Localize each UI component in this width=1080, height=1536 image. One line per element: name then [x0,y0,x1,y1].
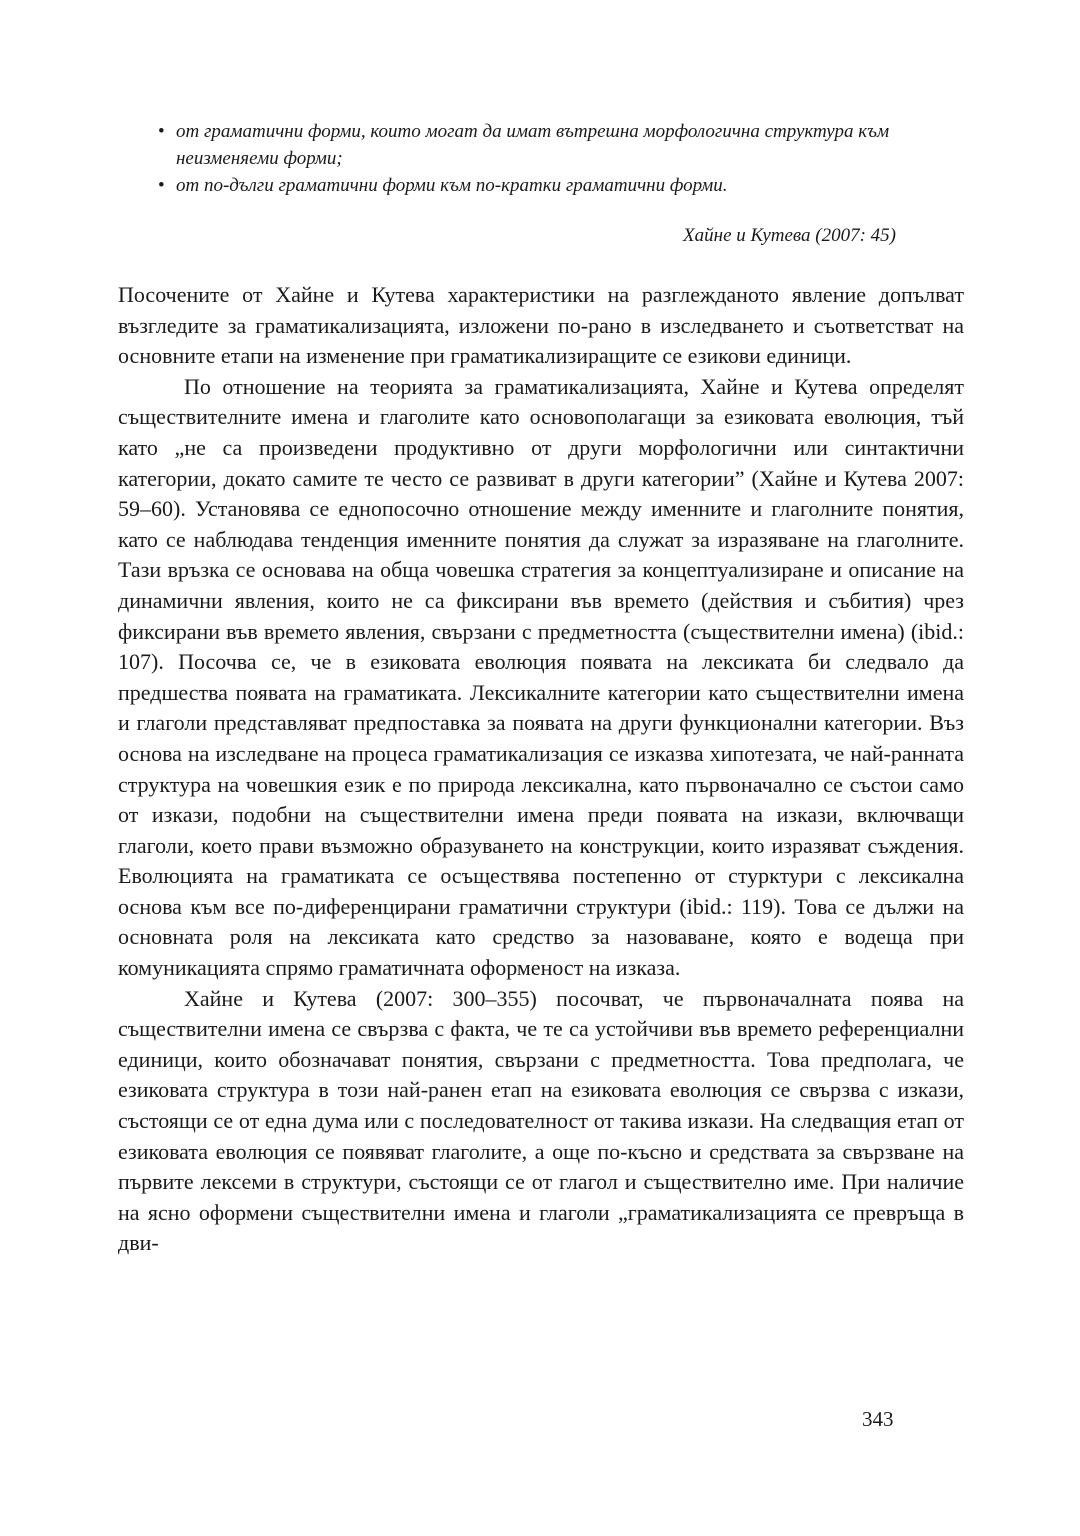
paragraph: Хайне и Кутева (2007: 300–355) посочват, че първоначалната поява на съществителни имена се свързва с факта, че те са устойчиви във времето референциални единици, които обозначават понятия, свързани с предметността. Това предполага, че езиковата структура в този най-ранен етап на езиковата еволюция се свързва с изкази, състоящи се от една дума или с последователност от такива изкази. На следващия етап от езиковата еволюция се появяват глаголите, а още по-късно и средствата за свързване на първите лексеми в структури, състоящи се от глагол и съществително име. При наличие на ясно оформени съществителни имена и глаголи „граматикализацията се превръща в дви- [118,985,964,1256]
page-number: 343 [862,1407,894,1431]
paragraph: По отношение на теорията за граматикализацията, Хайне и Кутева определят съществителните имена и глаголите като основополагащи за езиковата еволюция, тъй като „не са произведени продуктивно от други морфологични или синтактични категории, докато самите те често се развиват в други категории” (Хайне и Кутева 2007: 59–60). Установява се еднопосочно отношение между именните и глаголните понятия, като се наблюдава тенденция именните понятия да служат за изразяване на глаголните. Тази връзка се основава на обща човешка стратегия за концептуализиране и описание на динамични явления, които не са фиксирани във времето (действия и събития) чрез фиксирани във времето явления, свързани с предметността (съществителни имена) (ibid.: 107). Посочва се, че в езиковата еволюция появата на лексиката би следвало да предшества появата на граматиката. Лексикалните категории като съществителни имена и глаголи представляват предпоставка за появата на други функционални категории. Въз основа на изследване на процеса граматикализация се изказва хипотезата, че най-ранната структура на човешкия език е по природа лексикална, като първоначално се състои само от изкази, подобни на съществителни имена преди появата на изкази, включващи глаголи, което прави възможно образуването на конструкции, които изразяват съждения. Еволюцията на граматиката се осъществява постепенно от стурктури с лексикална основа към все по-диференцирани граматични структури (ibid.: 119). Това се дължи на основната роля на лексиката като средство за назоваване, която е водеща при комуникацията спрямо граматичната оформеност на изказа. [118,373,964,981]
bullet-list [118,118,898,199]
quote-citation: Хайне и Кутева (2007: 45) [683,225,896,246]
page-content [118,118,964,1259]
body-text [118,280,964,1259]
paragraph: Посочените от Хайне и Кутева характеристики на разглежданото явление допълват възгледите за граматикализацията, изложени по-рано в изследването и съответстват на основните етапи на изменение при граматикализиращите се езикови единици. [118,282,964,369]
bullet-item: • от граматични форми, които могат да имат вътрешна морфологична структура към неизменяеми форми; [158,118,898,172]
bullet-item: • от по-дълги граматични форми към по-кратки граматични форми. [158,172,898,199]
